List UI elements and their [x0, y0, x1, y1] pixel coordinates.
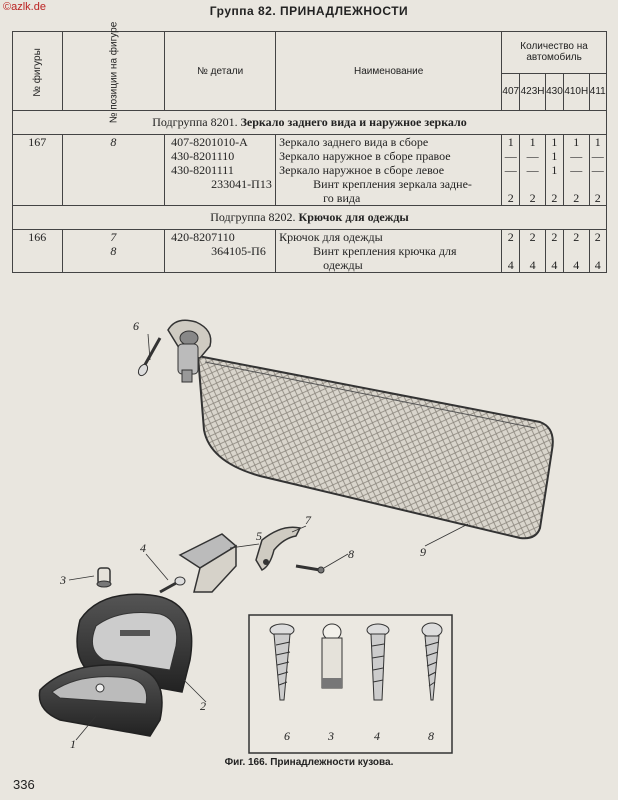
screw-4 [160, 577, 185, 592]
callout-3: 3 [60, 573, 66, 587]
callout-9: 9 [420, 545, 426, 559]
callout-8: 8 [348, 547, 354, 561]
model-423n: 423Н [520, 73, 546, 110]
part-numbers: 420-8207110 364105-П6 [165, 230, 276, 273]
callout-1: 1 [70, 737, 76, 751]
fig-number: 166 [13, 230, 63, 273]
rubber-buffer [97, 568, 111, 587]
inset-buffer-3 [322, 624, 342, 688]
screw-6 [137, 338, 160, 377]
part-numbers: 407-8201010-А 430-8201110 430-8201111 233041-П13 [165, 135, 276, 206]
callout-4: 4 [140, 541, 146, 555]
qty-411: 1 — — 2 [589, 135, 606, 206]
fasteners-inset [249, 615, 452, 753]
figure-caption: Фиг. 166. Принадлежности кузова. [224, 757, 394, 768]
screw-8 [296, 566, 324, 573]
qty-407: 1 — — 2 [502, 135, 520, 206]
col-part-header: № детали [165, 32, 276, 111]
position-number: 7 8 [62, 230, 165, 273]
inset-callout-3: 3 [328, 729, 334, 743]
subgroup-8202-title: Подгруппа 8202. Крючок для одежды [13, 206, 607, 230]
watermark: ©azlk.de [3, 1, 46, 13]
inset-callout-8: 8 [428, 729, 434, 743]
model-410n: 410Н [564, 73, 590, 110]
qty-423n: 1 — — 2 [520, 135, 546, 206]
position-number: 8 [62, 135, 165, 206]
qty-410n: 1 — — 2 [564, 135, 590, 206]
page-title: Группа 82. ПРИНАДЛЕЖНОСТИ [209, 4, 409, 18]
subgroup-8201-title: Подгруппа 8201. Зеркало заднего вида и наружное зеркало [13, 111, 607, 135]
qty-410n: 2 4 [564, 230, 590, 273]
part-names: Зеркало заднего вида в сборе Зеркало наружное в сборе правое Зеркало наружное в сборе левое Винт крепления зеркала задне- го вида [276, 135, 502, 206]
qty-411: 2 4 [589, 230, 606, 273]
page-number: 336 [13, 777, 35, 792]
fig-number: 167 [13, 135, 63, 206]
callout-6: 6 [133, 319, 139, 333]
model-411: 411 [589, 73, 606, 110]
coat-hook [256, 527, 300, 570]
callout-7: 7 [305, 513, 311, 527]
callout-2: 2 [200, 699, 206, 713]
figure-166-illustration [0, 300, 618, 780]
sun-visor [198, 356, 553, 538]
col-name-header: Наименование [276, 32, 502, 111]
table-row [13, 135, 607, 206]
col-fig-header: № фигуры [13, 32, 63, 111]
callout-5: 5 [256, 529, 262, 543]
spring-clip [180, 534, 236, 592]
inset-callout-4: 4 [374, 729, 380, 743]
inset-callout-6: 6 [284, 729, 290, 743]
parts-table [12, 21, 607, 273]
table-header-row [13, 32, 607, 74]
qty-430: 1 1 1 2 [545, 135, 563, 206]
qty-423n: 2 4 [520, 230, 546, 273]
part-names: Крючок для одежды Винт крепления крючка для одежды [276, 230, 502, 273]
qty-407: 2 4 [502, 230, 520, 273]
model-407: 407 [502, 73, 520, 110]
col-pos-header: № позиции на фигуре [62, 32, 165, 111]
ashtray-tray [39, 665, 162, 736]
table-row [13, 230, 607, 273]
model-430: 430 [545, 73, 563, 110]
qty-430: 2 4 [545, 230, 563, 273]
col-qty-header: Количество на автомобиль [502, 32, 607, 74]
